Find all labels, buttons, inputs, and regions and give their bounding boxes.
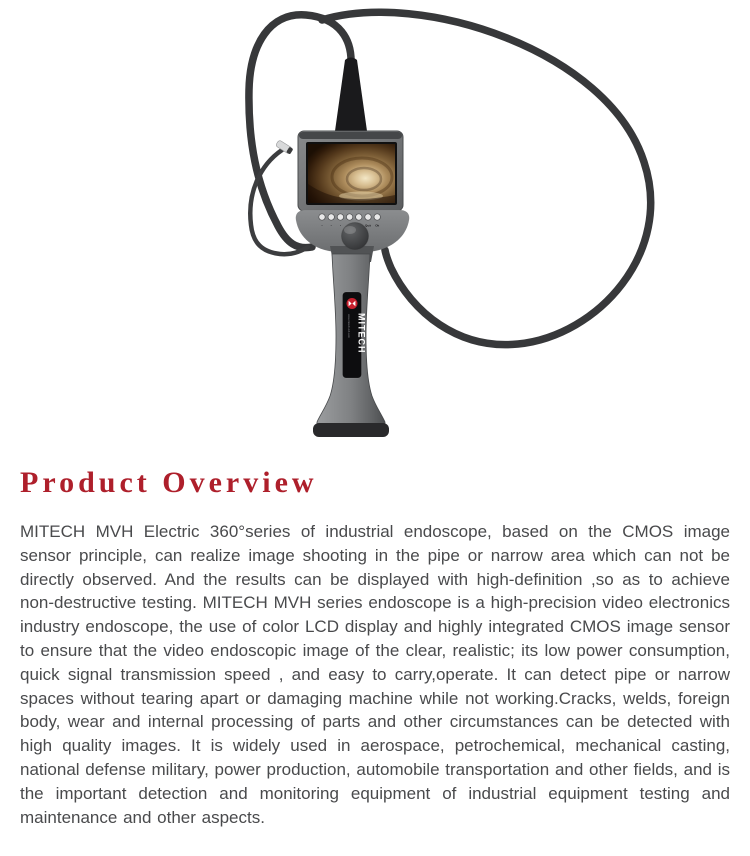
cable-connector xyxy=(335,58,367,132)
button-quit xyxy=(365,214,371,220)
button-1 xyxy=(319,214,325,220)
button-3 xyxy=(337,214,343,220)
button-ok-label: Ok xyxy=(375,223,380,228)
button-2-label: • xyxy=(330,223,332,228)
button-quit-label: Quit xyxy=(365,223,371,228)
lcd-monitor xyxy=(298,131,403,211)
brand-url: www.mitech-ndt.com xyxy=(347,314,350,338)
button-ok xyxy=(374,214,380,220)
button-3-label: • xyxy=(339,223,341,228)
mitech-logo-icon xyxy=(347,298,358,309)
button-2 xyxy=(328,214,334,220)
brand-wordmark: MITECH xyxy=(356,313,367,354)
button-1-label: • xyxy=(321,223,323,228)
overview-title: Product Overview xyxy=(20,466,318,499)
overview-body-text: MITECH MVH Electric 360°series of industrial endoscope, based on the CMOS image sensor principle, can realize image shooting in the pipe or narrow area which can not be directly observed. And the results can be displayed with high-definition ,so as to achieve non-destructive testing. MITECH MVH series endoscope is a high-precision video electronics industry endoscope, the use of color LCD display and highly integrated CMOS image sensor to ensure that the video endoscopic image of the clear, realistic; its low power consumption, quick signal transmission speed , and easy to carry,operate. It can detect pipe or narrow spaces without tearing apart or damaging machine while not working.Cracks, welds, foreign body, wear and internal processing of parts and other circumstances can be detected with high quality images. It is widely used in aerospace, petrochemical, mechanical casting, national defense military, power production, automobile transportation and other fields, and is the important detection and monitoring equipment of industrial equipment testing and maintenance and other aspects. xyxy=(20,522,730,827)
handle-base xyxy=(313,423,389,437)
joystick-button xyxy=(339,223,369,250)
button-4 xyxy=(346,214,352,220)
handle-grip xyxy=(313,254,389,437)
button-5 xyxy=(356,214,362,220)
